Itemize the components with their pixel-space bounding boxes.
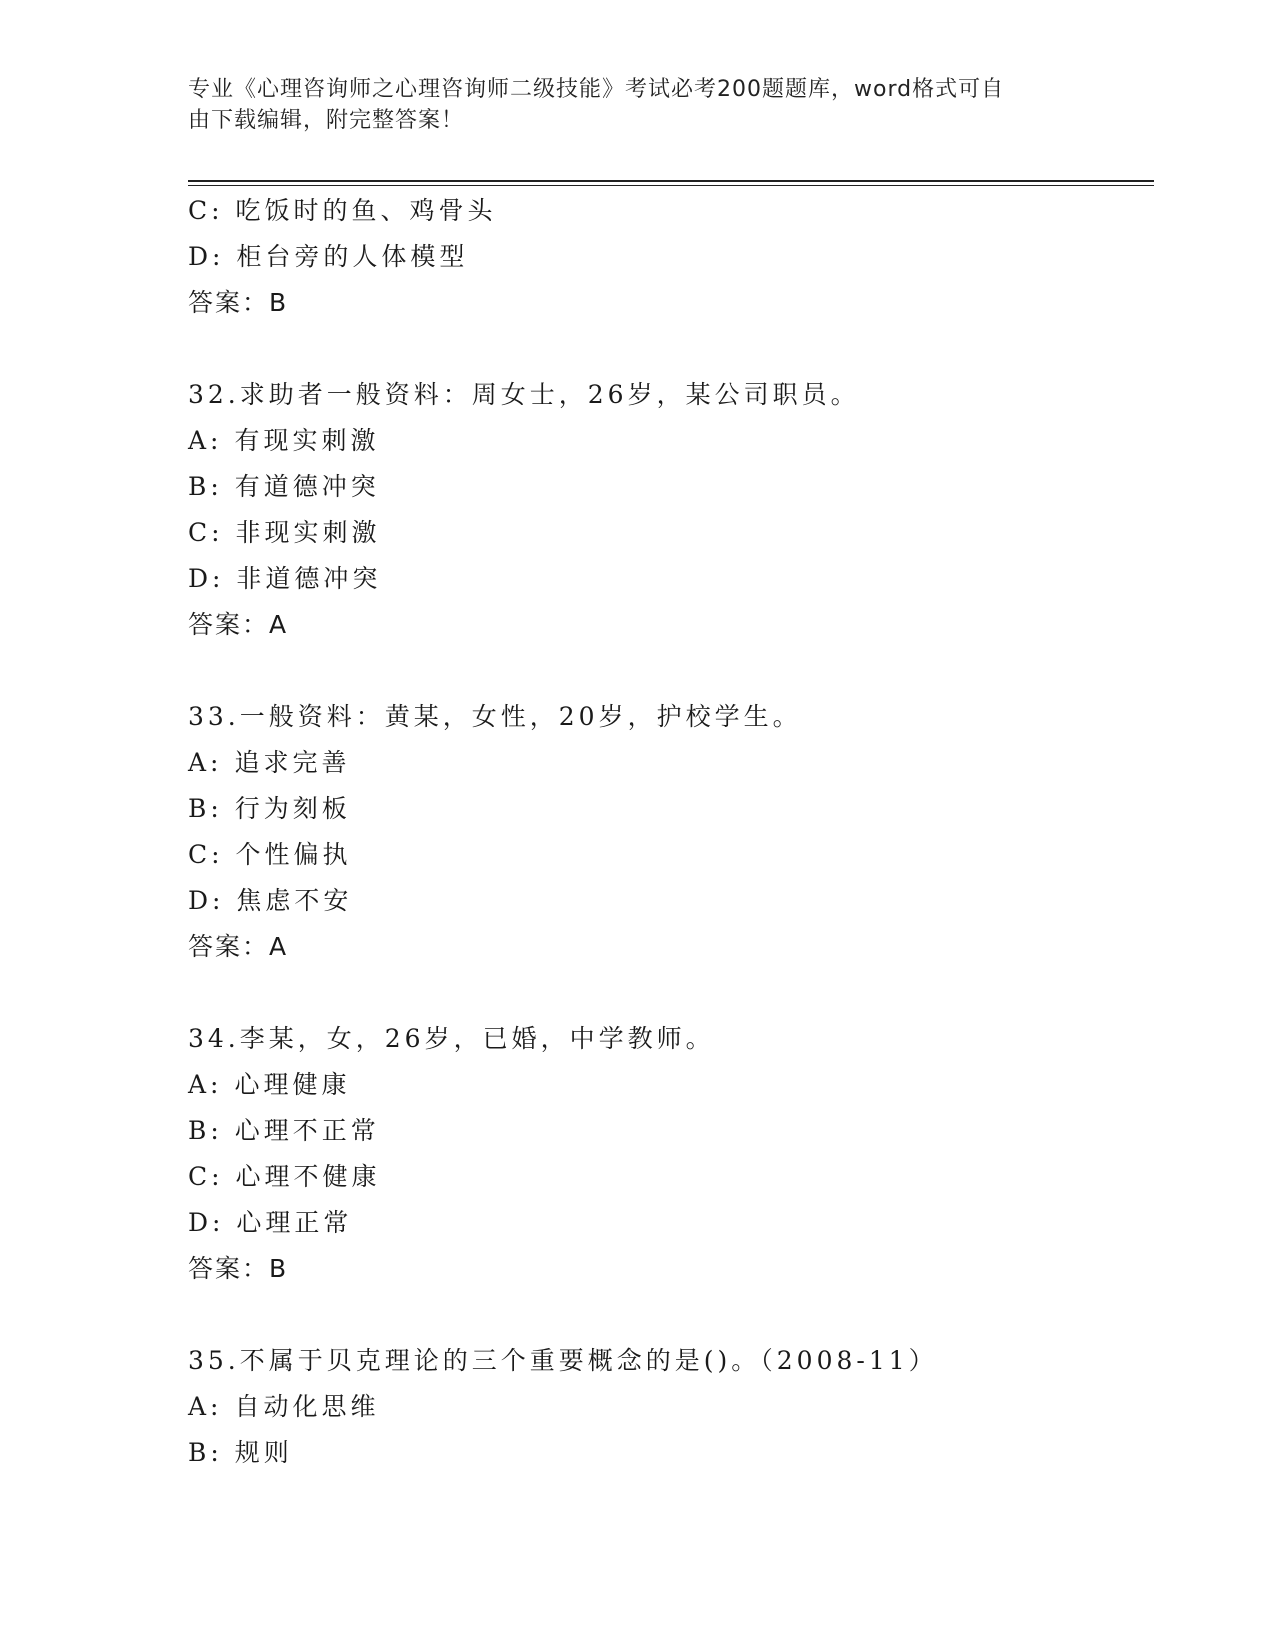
answer-line: 答案：A (188, 932, 289, 961)
option-label: D: (188, 242, 225, 271)
option-b (188, 786, 1154, 832)
option-text: 个性偏执 (235, 840, 352, 869)
header-line-2: 由下载编辑，附完整答案！ (188, 108, 465, 133)
question-stem: 33.一般资料：黄某，女性，20岁，护校学生。 (188, 702, 802, 731)
option-text: 有现实刺激 (234, 426, 380, 455)
option-text: 吃饭时的鱼、鸡骨头 (235, 196, 497, 225)
option-label: B: (188, 472, 223, 501)
option-text: 柜台旁的人体模型 (236, 242, 469, 271)
spacer (188, 970, 1154, 1016)
option-label: D: (188, 1208, 225, 1237)
option-label: B: (188, 1116, 223, 1145)
header-rule-thick (188, 180, 1154, 182)
answer-line: 答案：B (188, 288, 289, 317)
option-text: 心理正常 (236, 1208, 353, 1237)
option-c (188, 510, 1154, 556)
question-block-32 (188, 372, 1154, 648)
question-stem: 34.李某，女，26岁，已婚，中学教师。 (188, 1024, 715, 1053)
option-c (188, 832, 1154, 878)
option-label: D: (188, 886, 225, 915)
option-text: 心理健康 (234, 1070, 351, 1099)
document-header (188, 74, 1068, 136)
option-label: A: (188, 1070, 223, 1099)
option-label: B: (188, 794, 223, 823)
option-a (188, 740, 1154, 786)
option-d (188, 1200, 1154, 1246)
option-text: 非道德冲突 (236, 564, 382, 593)
option-label: B: (188, 1438, 223, 1467)
option-b (188, 1430, 1154, 1476)
question-stem: 35.不属于贝克理论的三个重要概念的是()。（2008-11） (188, 1346, 938, 1375)
option-text: 心理不健康 (235, 1162, 381, 1191)
option-text: 非现实刺激 (235, 518, 381, 547)
option-d (188, 878, 1154, 924)
option-label: A: (188, 1392, 223, 1421)
option-text: 规则 (234, 1438, 293, 1467)
question-content (188, 188, 1154, 1476)
question-block-31 (188, 188, 1154, 326)
option-d (188, 234, 1154, 280)
spacer (188, 1292, 1154, 1338)
answer-line: 答案：A (188, 610, 289, 639)
option-a (188, 1384, 1154, 1430)
option-label: A: (188, 426, 223, 455)
option-text: 心理不正常 (234, 1116, 380, 1145)
question-stem: 32.求助者一般资料：周女士，26岁，某公司职员。 (188, 380, 860, 409)
option-label: D: (188, 564, 225, 593)
option-label: C: (188, 840, 224, 869)
option-text: 有道德冲突 (234, 472, 380, 501)
spacer (188, 648, 1154, 694)
option-text: 自动化思维 (234, 1392, 380, 1421)
option-label: C: (188, 196, 224, 225)
option-d (188, 556, 1154, 602)
question-block-34 (188, 1016, 1154, 1292)
header-rule-thin (188, 185, 1154, 186)
option-c (188, 1154, 1154, 1200)
option-b (188, 1108, 1154, 1154)
option-b (188, 464, 1154, 510)
option-label: A: (188, 748, 223, 777)
option-text: 行为刻板 (234, 794, 351, 823)
spacer (188, 326, 1154, 372)
option-a (188, 418, 1154, 464)
option-a (188, 1062, 1154, 1108)
option-label: C: (188, 1162, 224, 1191)
option-text: 焦虑不安 (236, 886, 353, 915)
answer-line: 答案：B (188, 1254, 289, 1283)
option-text: 追求完善 (234, 748, 351, 777)
header-line-1: 专业《心理咨询师之心理咨询师二级技能》考试必考200题题库，word格式可自 (188, 77, 1005, 102)
option-c (188, 188, 1154, 234)
option-label: C: (188, 518, 224, 547)
question-block-33 (188, 694, 1154, 970)
question-block-35 (188, 1338, 1154, 1476)
